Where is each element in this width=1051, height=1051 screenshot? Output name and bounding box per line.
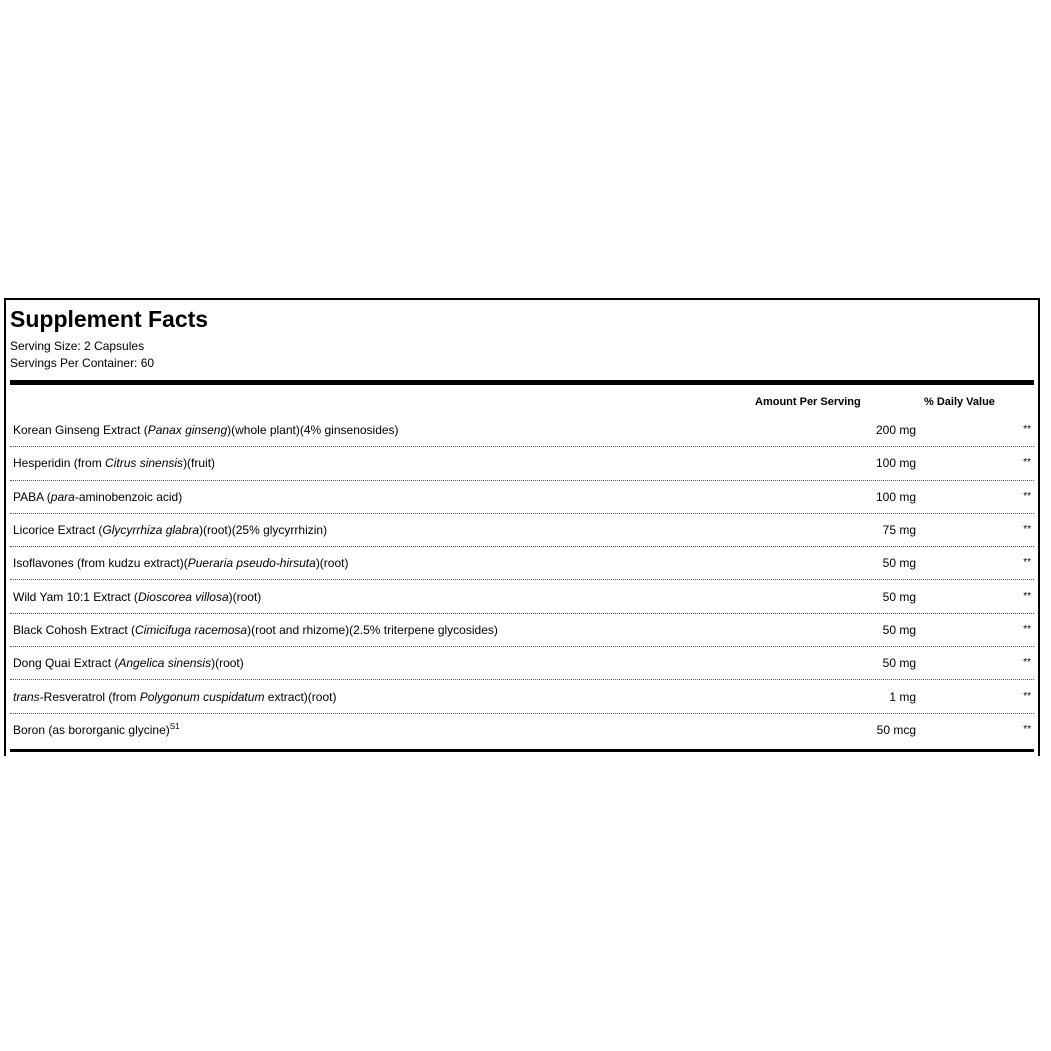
- ingredient-amount: 200 mg: [875, 423, 916, 438]
- ingredient-amount: 1 mg: [889, 689, 916, 704]
- ingredient-row: [10, 481, 1034, 514]
- panel-title: Supplement Facts: [10, 306, 209, 332]
- ingredient-daily-value: **: [1023, 690, 1031, 702]
- ingredient-daily-value: **: [1023, 424, 1031, 436]
- ingredient-row: [10, 547, 1034, 580]
- ingredient-name-part: extract)(root): [264, 689, 337, 704]
- ingredient-row: [10, 514, 1034, 547]
- ingredient-name-part: -aminobenzoic acid): [74, 489, 183, 504]
- ingredient-name-part: Black Cohosh Extract (: [13, 622, 136, 637]
- ingredient-row: [10, 447, 1034, 480]
- ingredient-name: [13, 490, 182, 504]
- ingredient-amount: 50 mg: [882, 556, 916, 571]
- ingredient-amount: 50 mcg: [876, 723, 916, 738]
- ingredient-daily-value: **: [1023, 657, 1031, 669]
- thick-divider: [10, 380, 1034, 385]
- serving-size: Serving Size: 2 Capsules: [10, 339, 145, 353]
- ingredient-name-part: trans: [13, 689, 40, 704]
- ingredient-daily-value: **: [1023, 557, 1031, 569]
- ingredient-name: [13, 623, 498, 637]
- ingredient-amount: 100 mg: [875, 489, 916, 504]
- ingredient-list: [10, 414, 1034, 747]
- ingredient-name-part: Angelica sinensis: [118, 656, 212, 671]
- ingredient-daily-value: **: [1023, 590, 1031, 602]
- ingredient-name-part: )(root and rhizome)(2.5% triterpene glycosides): [247, 622, 498, 637]
- ingredient-name: [13, 456, 215, 470]
- ingredient-amount: 50 mg: [882, 589, 916, 604]
- ingredient-name-part: -Resveratrol (from: [39, 689, 140, 704]
- ingredient-daily-value: **: [1023, 523, 1031, 535]
- ingredient-daily-value: **: [1023, 623, 1031, 635]
- ingredient-name-part: Citrus sinensis: [105, 456, 184, 471]
- ingredient-name: [13, 690, 336, 704]
- ingredient-name-part: Panax ginseng: [147, 423, 228, 438]
- ingredient-name-part: Korean Ginseng Extract (: [13, 423, 148, 438]
- ingredient-name: [13, 423, 399, 437]
- ingredient-daily-value: **: [1023, 724, 1031, 736]
- ingredient-row: [10, 680, 1034, 713]
- ingredient-row: [10, 580, 1034, 613]
- ingredient-amount: 75 mg: [882, 523, 916, 538]
- ingredient-name-part: Wild Yam 10:1 Extract (: [13, 589, 138, 604]
- ingredient-name-part: Dong Quai Extract (: [13, 656, 119, 671]
- amount-column-header: Amount Per Serving: [755, 396, 861, 408]
- ingredient-name-part: )(whole plant)(4% ginsenosides): [227, 423, 399, 438]
- daily-value-column-header: % Daily Value: [924, 396, 995, 408]
- ingredient-amount: 50 mg: [882, 622, 916, 637]
- ingredient-name-part: PABA (: [13, 489, 51, 504]
- ingredient-name: [13, 723, 180, 737]
- ingredient-row: [10, 647, 1034, 680]
- ingredient-row: [10, 614, 1034, 647]
- ingredient-amount: 100 mg: [875, 456, 916, 471]
- ingredient-name-part: )(root): [211, 656, 244, 671]
- ingredient-amount: 50 mg: [882, 656, 916, 671]
- ingredient-name-part: Boron (as bororganic glycine): [13, 723, 170, 738]
- ingredient-name-part: )(root): [315, 556, 349, 571]
- ingredient-name-part: Dioscorea villosa: [137, 589, 229, 604]
- ingredient-name-part: Glycyrrhiza glabra: [102, 523, 200, 538]
- ingredient-daily-value: **: [1023, 490, 1031, 502]
- ingredient-name-part: para: [50, 489, 75, 504]
- ingredient-daily-value: **: [1023, 457, 1031, 469]
- ingredient-name-part: )(fruit): [183, 456, 216, 471]
- supplement-facts-panel: [4, 298, 1040, 756]
- ingredient-name-part: )(root): [228, 589, 262, 604]
- ingredient-name: [13, 590, 261, 604]
- ingredient-name: [13, 556, 348, 570]
- footnote-marker: S1: [169, 722, 180, 732]
- ingredient-name-part: Polygonum cuspidatum: [139, 689, 265, 704]
- ingredient-row: [10, 714, 1034, 747]
- ingredient-name-part: )(root)(25% glycyrrhizin): [199, 523, 328, 538]
- ingredient-name-part: Isoflavones (from kudzu extract)(: [13, 556, 188, 571]
- ingredient-name-part: Licorice Extract (: [13, 523, 103, 538]
- ingredient-name: [13, 523, 327, 537]
- ingredient-name-part: Hesperidin (from: [13, 456, 106, 471]
- ingredient-row: [10, 414, 1034, 447]
- servings-per-container: Servings Per Container: 60: [10, 356, 155, 370]
- bottom-divider: [10, 749, 1034, 752]
- ingredient-name-part: Pueraria pseudo-hirsuta: [187, 556, 316, 571]
- ingredient-name-part: Cimicifuga racemosa: [135, 622, 248, 637]
- ingredient-name: [13, 656, 244, 670]
